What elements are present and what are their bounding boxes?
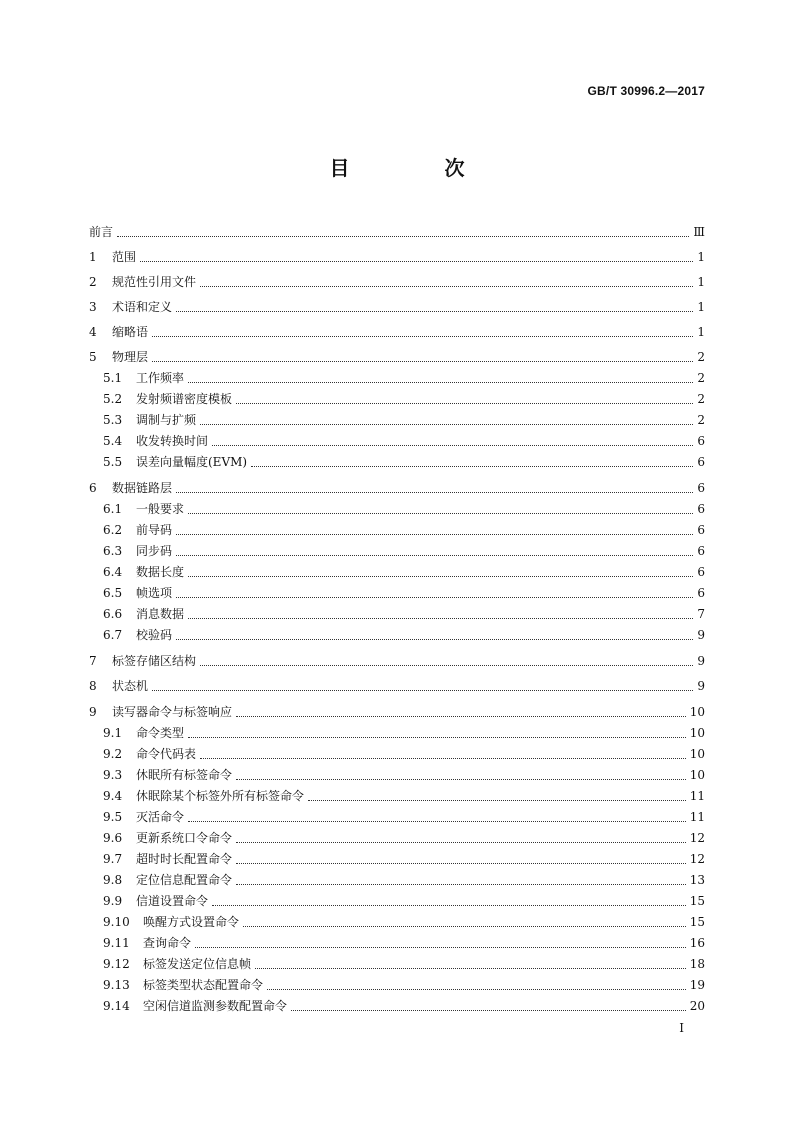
toc-entry-page: 10 [689, 747, 705, 761]
toc-leader-dots [176, 554, 693, 556]
toc-entry-page: 9 [697, 628, 705, 642]
toc-entry-page: 11 [689, 789, 705, 803]
standard-code: GB/T 30996.2—2017 [587, 84, 705, 98]
toc-entry-label: 范围 [112, 250, 137, 264]
toc-entry-number: 9.11 [103, 936, 130, 950]
toc-entry-number: 9.10 [103, 915, 130, 929]
toc-leader-dots [176, 596, 693, 598]
toc-entry-label: 读写器命令与标签响应 [112, 705, 233, 719]
toc-entry-page: 6 [697, 544, 705, 558]
toc-leader-dots [291, 1009, 686, 1011]
toc-entry[interactable] [89, 830, 705, 846]
toc-entry-number: 6.1 [103, 502, 123, 516]
toc-entry-number: 6.5 [103, 586, 123, 600]
toc-entry[interactable] [89, 564, 705, 580]
toc-entry-page: 1 [697, 250, 705, 264]
toc-leader-dots [152, 335, 693, 337]
toc-entry[interactable] [89, 788, 705, 804]
toc-entry-page: 6 [697, 455, 705, 469]
toc-leader-dots [188, 820, 686, 822]
toc-leader-dots [236, 778, 686, 780]
toc-entry-number: 7 [89, 654, 97, 668]
toc-entry[interactable] [89, 370, 705, 386]
toc-entry-page: 9 [697, 654, 705, 668]
toc-entry[interactable] [89, 480, 705, 496]
toc-entry[interactable] [89, 914, 705, 930]
toc-entry[interactable] [89, 224, 705, 240]
toc-entry-label: 休眠所有标签命令 [136, 768, 233, 782]
toc-leader-dots [188, 381, 693, 383]
toc-entry-label: 数据长度 [136, 565, 185, 579]
toc-entry-label: 命令代码表 [136, 747, 197, 761]
toc-entry-label: 校验码 [136, 628, 173, 642]
toc-leader-dots [176, 310, 693, 312]
toc-entry-label: 空闲信道监测参数配置命令 [143, 999, 288, 1013]
toc-entry-page: 9 [697, 679, 705, 693]
toc-entry[interactable] [89, 809, 705, 825]
toc-entry-number: 5 [89, 350, 97, 364]
toc-entry-page: 10 [689, 726, 705, 740]
toc-entry-page: 6 [697, 502, 705, 516]
toc-entry-number: 3 [89, 300, 97, 314]
toc-entry-number: 9.13 [103, 978, 130, 992]
toc-entry-page: 10 [689, 768, 705, 782]
toc-leader-dots [195, 946, 686, 948]
toc-entry[interactable] [89, 412, 705, 428]
toc-leader-dots [251, 465, 693, 467]
toc-entry-number: 6.7 [103, 628, 123, 642]
toc-entry-number: 1 [89, 250, 97, 264]
toc-leader-dots [176, 491, 693, 493]
toc-entry-number: 9.7 [103, 852, 123, 866]
toc-entry-label: 信道设置命令 [136, 894, 209, 908]
toc-leader-dots [236, 862, 686, 864]
toc-entry-label: 超时时长配置命令 [136, 852, 233, 866]
toc-entry-page: 1 [697, 325, 705, 339]
toc-entry-page: 2 [697, 371, 705, 385]
toc-leader-dots [188, 617, 693, 619]
toc-leader-dots [152, 689, 693, 691]
toc-entry-number: 9.4 [103, 789, 123, 803]
toc-leader-dots [152, 360, 693, 362]
toc-entry-page: Ⅲ [693, 225, 705, 239]
toc-entry-page: 1 [697, 300, 705, 314]
toc-entry[interactable] [89, 606, 705, 622]
toc-entry-page: 16 [689, 936, 705, 950]
toc-entry-number: 9 [89, 705, 97, 719]
toc-entry-label: 灭活命令 [136, 810, 185, 824]
toc-leader-dots [236, 402, 693, 404]
toc-entry-page: 6 [697, 481, 705, 495]
toc-entry-page: 13 [689, 873, 705, 887]
toc-entry[interactable] [89, 977, 705, 993]
toc-entry-label: 标签类型状态配置命令 [143, 978, 264, 992]
toc-entry[interactable] [89, 653, 705, 669]
toc-entry-number: 6 [89, 481, 97, 495]
page-number: I [679, 1021, 684, 1035]
toc-entry[interactable] [89, 299, 705, 315]
toc-entry-number: 6.2 [103, 523, 123, 537]
toc-entry-page: 20 [689, 999, 705, 1013]
toc-entry[interactable] [89, 324, 705, 340]
toc-entry-number: 2 [89, 275, 97, 289]
toc-entry-number: 9.8 [103, 873, 123, 887]
toc-leader-dots [212, 904, 686, 906]
toc-entry[interactable] [89, 678, 705, 694]
toc-entry-label: 规范性引用文件 [112, 275, 197, 289]
toc-entry-label: 定位信息配置命令 [136, 873, 233, 887]
toc-entry[interactable] [89, 956, 705, 972]
toc-leader-dots [212, 444, 693, 446]
toc-entry-label: 一般要求 [136, 502, 185, 516]
toc-entry-page: 6 [697, 565, 705, 579]
toc-entry[interactable] [89, 725, 705, 741]
toc-entry-label: 标签存储区结构 [112, 654, 197, 668]
toc-entry-label: 物理层 [112, 350, 149, 364]
toc-entry-number: 9.6 [103, 831, 123, 845]
toc-entry[interactable] [89, 274, 705, 290]
toc-entry-number: 6.3 [103, 544, 123, 558]
toc-leader-dots [236, 715, 686, 717]
toc-leader-dots [200, 285, 693, 287]
toc-entry-page: 10 [689, 705, 705, 719]
toc-entry-page: 12 [689, 831, 705, 845]
toc-leader-dots [140, 260, 693, 262]
toc-leader-dots [176, 638, 693, 640]
toc-entry-page: 11 [689, 810, 705, 824]
toc-leader-dots [200, 664, 693, 666]
toc-entry-label: 术语和定义 [112, 300, 173, 314]
toc-entry-number: 9.9 [103, 894, 123, 908]
toc-entry[interactable] [89, 585, 705, 601]
toc-entry-label: 缩略语 [112, 325, 149, 339]
toc-entry-label: 工作频率 [136, 371, 185, 385]
toc-leader-dots [200, 757, 686, 759]
toc-entry-number: 5.3 [103, 413, 123, 427]
toc-entry[interactable] [89, 767, 705, 783]
toc-entry[interactable] [89, 391, 705, 407]
toc-entry-label: 同步码 [136, 544, 173, 558]
toc-entry-label: 更新系统口令命令 [136, 831, 233, 845]
toc-entry[interactable] [89, 249, 705, 265]
toc-entry-number: 9.12 [103, 957, 130, 971]
toc-entry-label: 调制与扩频 [136, 413, 197, 427]
toc-leader-dots [188, 512, 693, 514]
toc-entry-page: 18 [689, 957, 705, 971]
toc-entry[interactable] [89, 433, 705, 449]
toc-leader-dots [255, 967, 686, 969]
toc-leader-dots [188, 736, 686, 738]
toc-entry-page: 2 [697, 413, 705, 427]
toc-leader-dots [200, 423, 693, 425]
toc-entry-label: 休眠除某个标签外所有标签命令 [136, 789, 305, 803]
toc-entry-label: 发射频谱密度模板 [136, 392, 233, 406]
toc-entry[interactable] [89, 543, 705, 559]
toc-entry-page: 2 [697, 350, 705, 364]
toc-leader-dots [188, 575, 693, 577]
toc-entry-page: 19 [689, 978, 705, 992]
toc-entry-number: 9.1 [103, 726, 123, 740]
toc-entry-label: 前导码 [136, 523, 173, 537]
toc-entry-number: 6.4 [103, 565, 123, 579]
toc-entry-label: 命令类型 [136, 726, 185, 740]
toc-entry[interactable] [89, 935, 705, 951]
toc-entry-page: 12 [689, 852, 705, 866]
toc-entry-number: 9.2 [103, 747, 123, 761]
toc-entry[interactable] [89, 893, 705, 909]
toc-entry-number: 9.3 [103, 768, 123, 782]
toc-leader-dots [117, 235, 689, 237]
toc-entry[interactable] [89, 704, 705, 720]
toc-entry-number: 8 [89, 679, 97, 693]
toc-entry-number: 5.1 [103, 371, 123, 385]
toc-entry-page: 15 [689, 915, 705, 929]
toc-entry[interactable] [89, 998, 705, 1014]
toc-entry-label: 数据链路层 [112, 481, 173, 495]
toc-leader-dots [243, 925, 686, 927]
toc-entry-number: 5.4 [103, 434, 123, 448]
toc-entry-label: 标签发送定位信息帧 [143, 957, 252, 971]
toc-entry-page: 6 [697, 434, 705, 448]
toc-leader-dots [308, 799, 686, 801]
toc-entry-number: 4 [89, 325, 97, 339]
toc-entry-page: 7 [697, 607, 705, 621]
toc-entry[interactable] [89, 627, 705, 643]
toc-entry-label: 状态机 [112, 679, 149, 693]
toc-entry-number: 6.6 [103, 607, 123, 621]
toc-entry-label: 查询命令 [143, 936, 192, 950]
toc-leader-dots [236, 841, 686, 843]
toc-entry-page: 6 [697, 523, 705, 537]
toc-entry[interactable] [89, 454, 705, 470]
toc-entry[interactable] [89, 746, 705, 762]
toc-entry-label: 唤醒方式设置命令 [143, 915, 240, 929]
toc-leader-dots [267, 988, 686, 990]
toc-leader-dots [176, 533, 693, 535]
toc-entry-label: 前言 [89, 225, 114, 239]
toc-entry-label: 消息数据 [136, 607, 185, 621]
toc-entry[interactable] [89, 851, 705, 867]
toc-entry-page: 15 [689, 894, 705, 908]
toc-entry-page: 6 [697, 586, 705, 600]
toc-entry-number: 9.14 [103, 999, 130, 1013]
toc-entry[interactable] [89, 349, 705, 365]
toc-entry-label: 帧选项 [136, 586, 173, 600]
page-title: 目 次 [329, 156, 509, 180]
toc-entry[interactable] [89, 501, 705, 517]
toc-leader-dots [236, 883, 686, 885]
toc-entry[interactable] [89, 872, 705, 888]
toc-entry-label: 收发转换时间 [136, 434, 209, 448]
toc-entry-number: 9.5 [103, 810, 123, 824]
toc-entry[interactable] [89, 522, 705, 538]
toc-entry-label: 误差向量幅度(EVM) [136, 455, 248, 469]
toc-entry-number: 5.2 [103, 392, 123, 406]
toc-entry-page: 1 [697, 275, 705, 289]
toc-entry-page: 2 [697, 392, 705, 406]
toc-entry-number: 5.5 [103, 455, 123, 469]
